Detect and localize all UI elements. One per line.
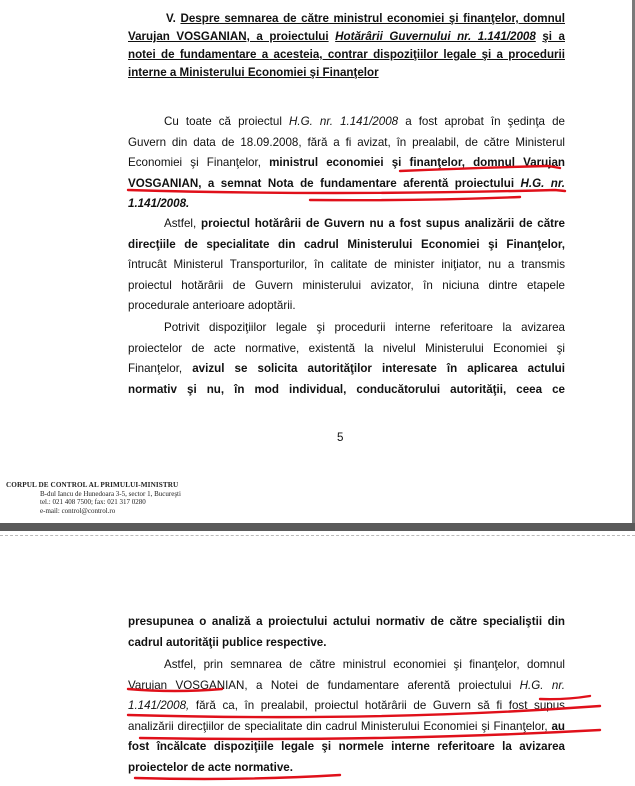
paragraph-3: Potrivit dispoziţiilor legale şi procedurii interne referitoare la avizarea proiectelor de acte normative, existentă la nivelul Ministerului Economiei şi Finanţelor, avizul se solicita autorităţilor interesate în aplicarea actului normativ şi nu, în mod individual, conducătorului autorităţii, ceea ce [128, 321, 565, 396]
document-page-2 [0, 531, 635, 786]
footer-organization: CORPUL DE CONTROL AL PRIMULUI-MINISTRU [6, 481, 179, 489]
heading-line-1: V. Despre semnarea de către ministrul economiei şi finanţelor, domnul [166, 12, 565, 25]
paragraph-1: Cu toate că proiectul H.G. nr. 1.141/2008 a fost aprobat în şedinţa de Guvern din data de 18.09.2008, fără a fi avizat, în prealabil, de către Ministerul Economiei şi Finanţelor, ministrul economiei şi finanţelor, domnul Varujan VOSGANIAN, a semnat Nota de fundamentare aferentă proiectului H.G. nr. 1.141/2008. [128, 115, 565, 211]
footer-address: B-dul Iancu de Hunedoara 3-5, sector 1, Bucureşti [40, 489, 181, 498]
page-separator [0, 523, 635, 531]
footer-email: e-mail: control@control.ro [40, 506, 116, 515]
paragraph-5: Astfel, prin semnarea de către ministrul economiei şi finanţelor, domnul Varujan VOSGANIAN, a Notei de fundamentare aferentă proiectului H.G. nr. 1.141/2008, fără ca, în prealabil, proiectul hotărârii de Guvern să fi fost supus analizării direcţiilor de specialitate din cadrul Ministerului Economiei şi Finanţelor, au fost încălcate dispoziţiile legale şi normele interne referitoare la avizarea proiectelor de acte normative. [128, 658, 565, 774]
heading-line-3: notei de fundamentare a acesteia, contrar dispoziţiilor legale şi a procedurii [128, 48, 565, 61]
footer-address-block [6, 481, 226, 515]
paragraph-2: Astfel, proiectul hotărârii de Guvern nu a fost supus analizării de către direcţiile de specialitate din cadrul Ministerului Economiei şi Finanţelor, întrucât Ministerul Transporturilor, în calitate de minister iniţiator, nu a transmis proiectul hotărârii de Guvern ministerului avizator, în niciuna dintre etapele procedurale anterioare adoptării. [128, 217, 565, 313]
footer-phone: tel.: 021 408 7500; fax: 021 317 0280 [40, 498, 146, 506]
heading-line-4: interne a Ministerului Economiei şi Finanţelor [128, 66, 379, 79]
section-heading [128, 10, 565, 82]
paragraph-4: presupunea o analiză a proiectului actului normativ de către specialiştii din cadrul autorităţii publice respective. [128, 615, 565, 649]
scan-artifact-line [0, 535, 635, 536]
heading-line-2: Varujan VOSGANIAN, a proiectului Hotărârii Guvernului nr. 1.141/2008 şi a [128, 30, 565, 43]
page-number: 5 [337, 431, 344, 444]
